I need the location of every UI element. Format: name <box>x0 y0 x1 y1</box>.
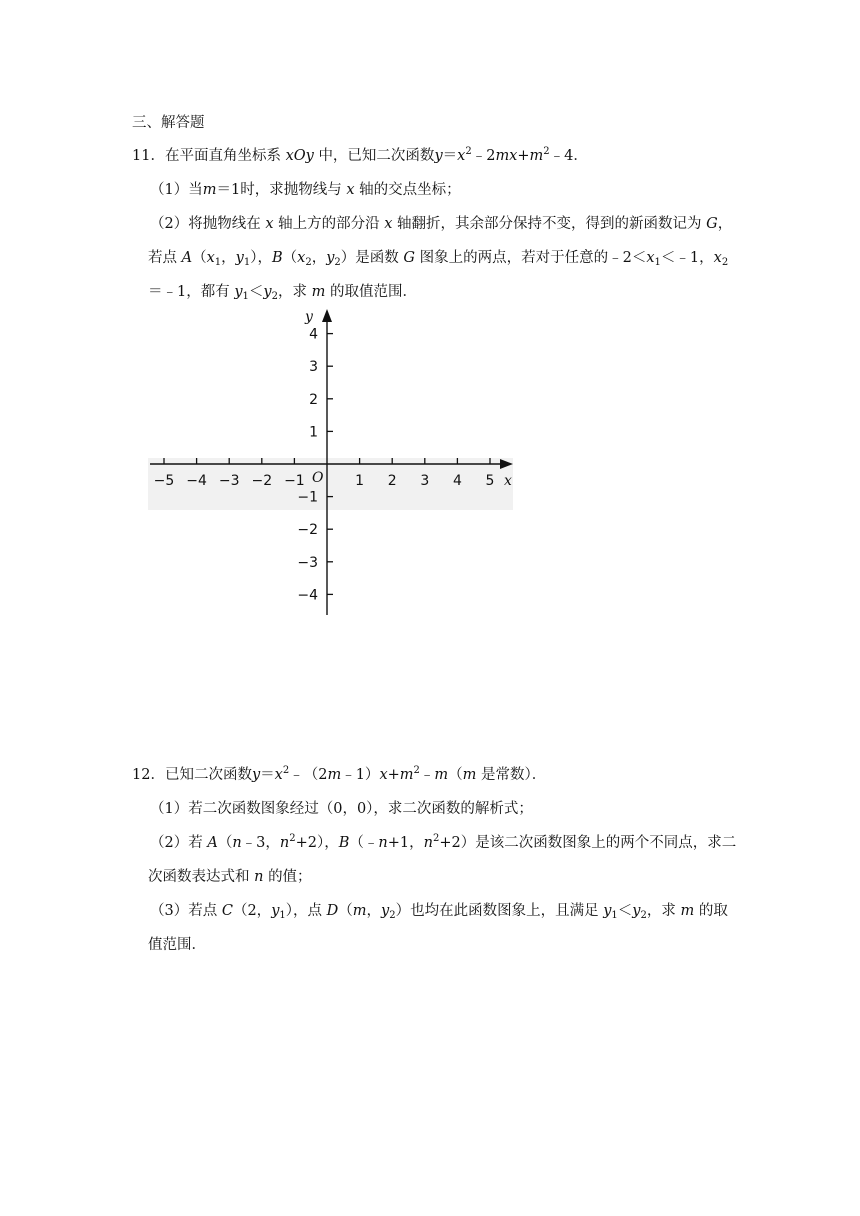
y-tick-label: 3 <box>309 359 318 376</box>
q11-part1: （1）当m＝1时，求抛物线与 x 轴的交点坐标； <box>150 182 461 198</box>
x-tick-label: −4 <box>186 473 207 489</box>
y-axis-label: y <box>305 309 313 325</box>
q11-part2-line2: 若点 $A(x_1$，$y_1$），$B(x_2$，$y_2$）是函数 G 图象上的两点，若对于任意的$﹣2<x_1<﹣1$，$x_2$ <box>148 250 729 268</box>
q11-part2-line3: ＝﹣1，都有 $y_1<y_2$，求 m 的取值范围． <box>148 284 417 302</box>
origin-label: O <box>312 470 324 486</box>
x-tick-label: 5 <box>485 473 495 489</box>
y-tick-label: 4 <box>309 326 318 343</box>
x-tick-label: 1 <box>355 473 365 489</box>
q12-part2-line1: （2）若 A（n﹣3，$n^2+2$），B（﹣n+1，$n^2+2$）是该二次函数图象上的两个不同点，求二 <box>150 833 737 851</box>
x-tick-label: 2 <box>387 473 397 489</box>
q12-part1: （1）若二次函数图象经过（0，0），求二次函数的解析式； <box>150 801 533 817</box>
y-tick-label: 2 <box>309 391 318 408</box>
x-tick-label: −3 <box>218 473 240 489</box>
y-tick-label: −4 <box>297 587 318 604</box>
y-tick-label: 1 <box>309 424 318 441</box>
y-tick-label: −3 <box>297 554 318 571</box>
q12-part3-line1: （3）若点 C（2，$y_1$），点 D（m，$y_2$）也均在此函数图象上，且满足 $y_1<y_2$，求 m 的取 <box>150 903 728 921</box>
y-tick-label: −2 <box>297 522 318 539</box>
x-tick-label: −2 <box>251 473 273 489</box>
q12-stem: 12．已知二次函数$y=x^2﹣(2m﹣1)x+m^2﹣m(m$ 是常数）． <box>132 765 547 783</box>
q12-part2-line2: 次函数表达式和 n 的值； <box>148 869 312 885</box>
y-axis-arrow <box>322 309 332 322</box>
x-axis-label: x <box>504 473 512 489</box>
coordinate-axes <box>140 305 520 620</box>
x-tick-label: −5 <box>153 473 175 489</box>
x-tick-label: 4 <box>452 473 462 489</box>
q12-part3-line2: 值范围． <box>148 937 206 953</box>
x-tick-label: −1 <box>284 473 305 489</box>
q11-part2-line1: （2）将抛物线在 x 轴上方的部分沿 x 轴翻折，其余部分保持不变，得到的新函数记为 G， <box>150 216 733 232</box>
x-tick-label: 3 <box>420 473 430 489</box>
q11-stem: 11．在平面直角坐标系 xOy 中，已知二次函数$y=x^2﹣2mx+m^2﹣4$． <box>132 146 588 164</box>
section-heading: 三、解答题 <box>132 115 205 131</box>
y-tick-label: −1 <box>297 489 318 506</box>
